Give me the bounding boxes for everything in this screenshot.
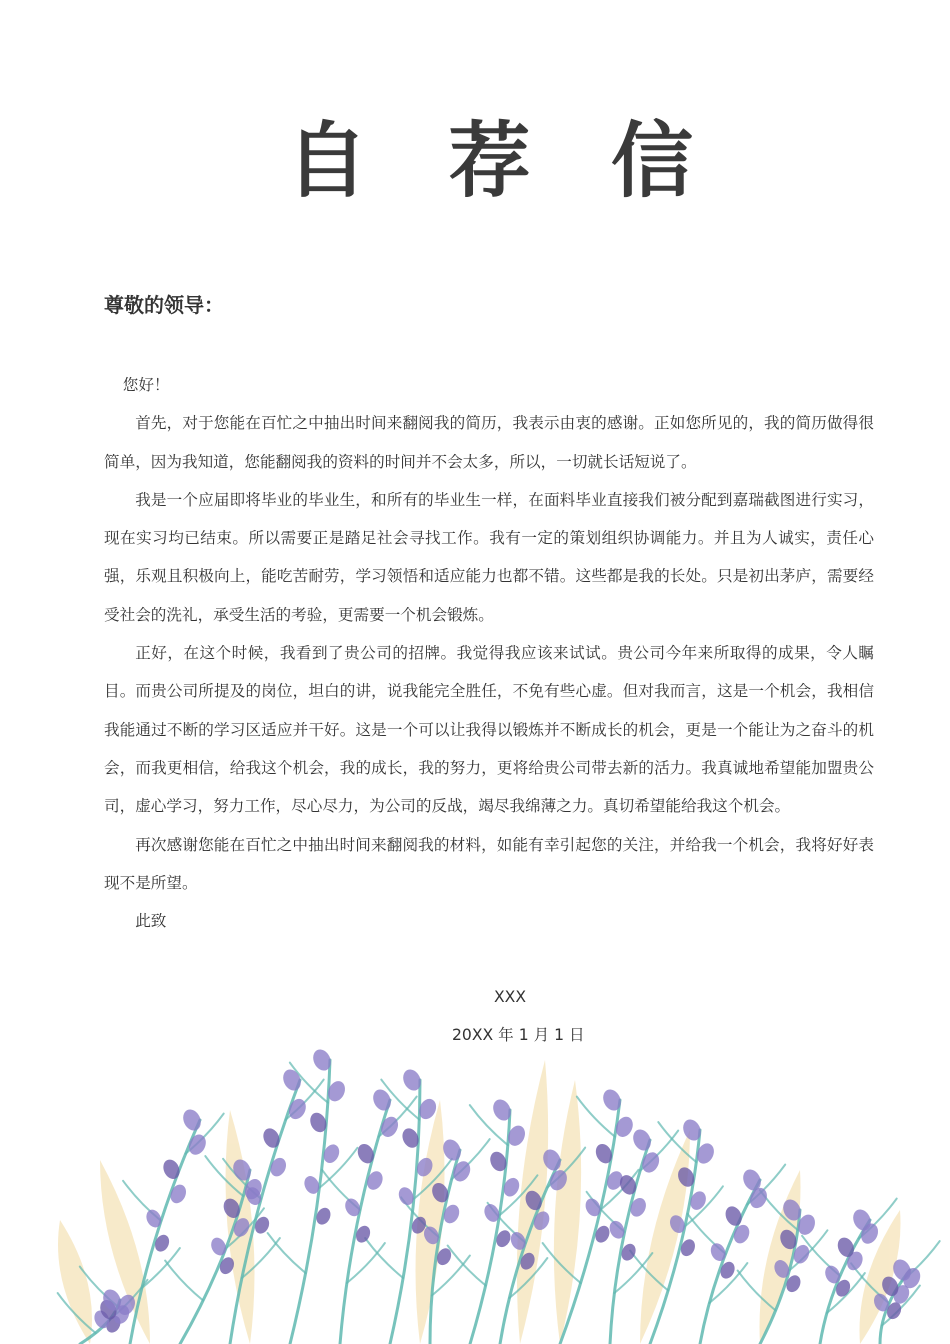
- lavender-bud: [627, 1195, 648, 1219]
- lavender-bud: [355, 1141, 377, 1166]
- stem: [470, 1110, 510, 1344]
- lavender-bud: [180, 1107, 204, 1134]
- greeting: 您好！: [122, 376, 170, 394]
- lavender-bud: [600, 1087, 624, 1114]
- signature-name: XXX: [494, 988, 527, 1006]
- leaf: [448, 1246, 486, 1286]
- paragraph-4: 再次感谢您能在百忙之中抽出时间来翻阅我的材料，如能有幸引起您的关注，并给我一个机会，我将好好表现不是所望。: [104, 835, 874, 892]
- closing: 此致: [135, 912, 167, 931]
- lavender-bud: [708, 1241, 728, 1264]
- lavender-bud: [731, 1222, 752, 1246]
- lavender-bud: [268, 1155, 289, 1179]
- leaf: [165, 1261, 203, 1301]
- signature-date: 20XX 年 1 月 1 日: [452, 1026, 585, 1044]
- paragraph-2: 我是一个应届即将毕业的毕业生，和所有的毕业生一样，在面料毕业直接我们被分配到嘉瑞截图进行实习，现在实习均已结束。所以需要正是踏足社会寻找工作。我有一定的策划组织协调能力。并且为人诚实，责任心强，乐观且积极向上，能吃苦耐劳，学习领悟和适应能力也都不错。这些都是我的长处。只是初出茅庐，需要经受社会的洗礼，承受生活的考验，更需要一个机会锻炼。: [104, 490, 874, 624]
- leaf: [268, 1233, 306, 1273]
- letter-body: [104, 366, 874, 940]
- lavender-bud: [280, 1067, 304, 1094]
- lavender-bud: [364, 1169, 385, 1193]
- lavender-bud: [168, 1182, 189, 1206]
- gold-leaf: [554, 1080, 581, 1344]
- lavender-bud: [208, 1235, 228, 1258]
- gold-leaves: [58, 1060, 901, 1344]
- lavender-bud: [722, 1204, 744, 1229]
- lavender-bud: [160, 1157, 182, 1182]
- paragraph-3: 正好，在这个时候，我看到了贵公司的招牌。我觉得我应该来试试。贵公司今年来所取得的成果，令人瞩目。而贵公司所提及的岗位，坦白的讲，说我能完全胜任，不免有些心虚。但对我而言，这是一个机会，我相信我能通过不断的学习区适应并干好。这是一个可以让我得以锻炼并不断成长的机会，更是一个能让为之奋斗的机会，而我更相信，给我这个机会，我的成长，我的努力，更将给贵公司带去新的活力。我真诚地希望能加盟贵公司，虚心学习，努力工作，尽心尽力，为公司的反战，竭尽我绵薄之力。真切希望能给我这个机会。: [104, 644, 874, 816]
- lavender-bouquet-illustration: [0, 1040, 950, 1344]
- lavender-bud: [144, 1207, 164, 1230]
- salutation: 尊敬的领导：: [104, 293, 224, 317]
- stem: [340, 1100, 390, 1344]
- page-title: 自 荐 信: [285, 114, 720, 209]
- lavender-bud: [260, 1126, 282, 1151]
- paragraph-1: 首先，对于您能在百忙之中抽出时间来翻阅我的简历，我表示由衷的感谢。正如您所见的，我的简历做得很简单，因为我知道，您能翻阅我的资料的时间并不会太多，所以，一切就长话短说了。: [104, 414, 874, 471]
- lavender-bud: [630, 1127, 654, 1154]
